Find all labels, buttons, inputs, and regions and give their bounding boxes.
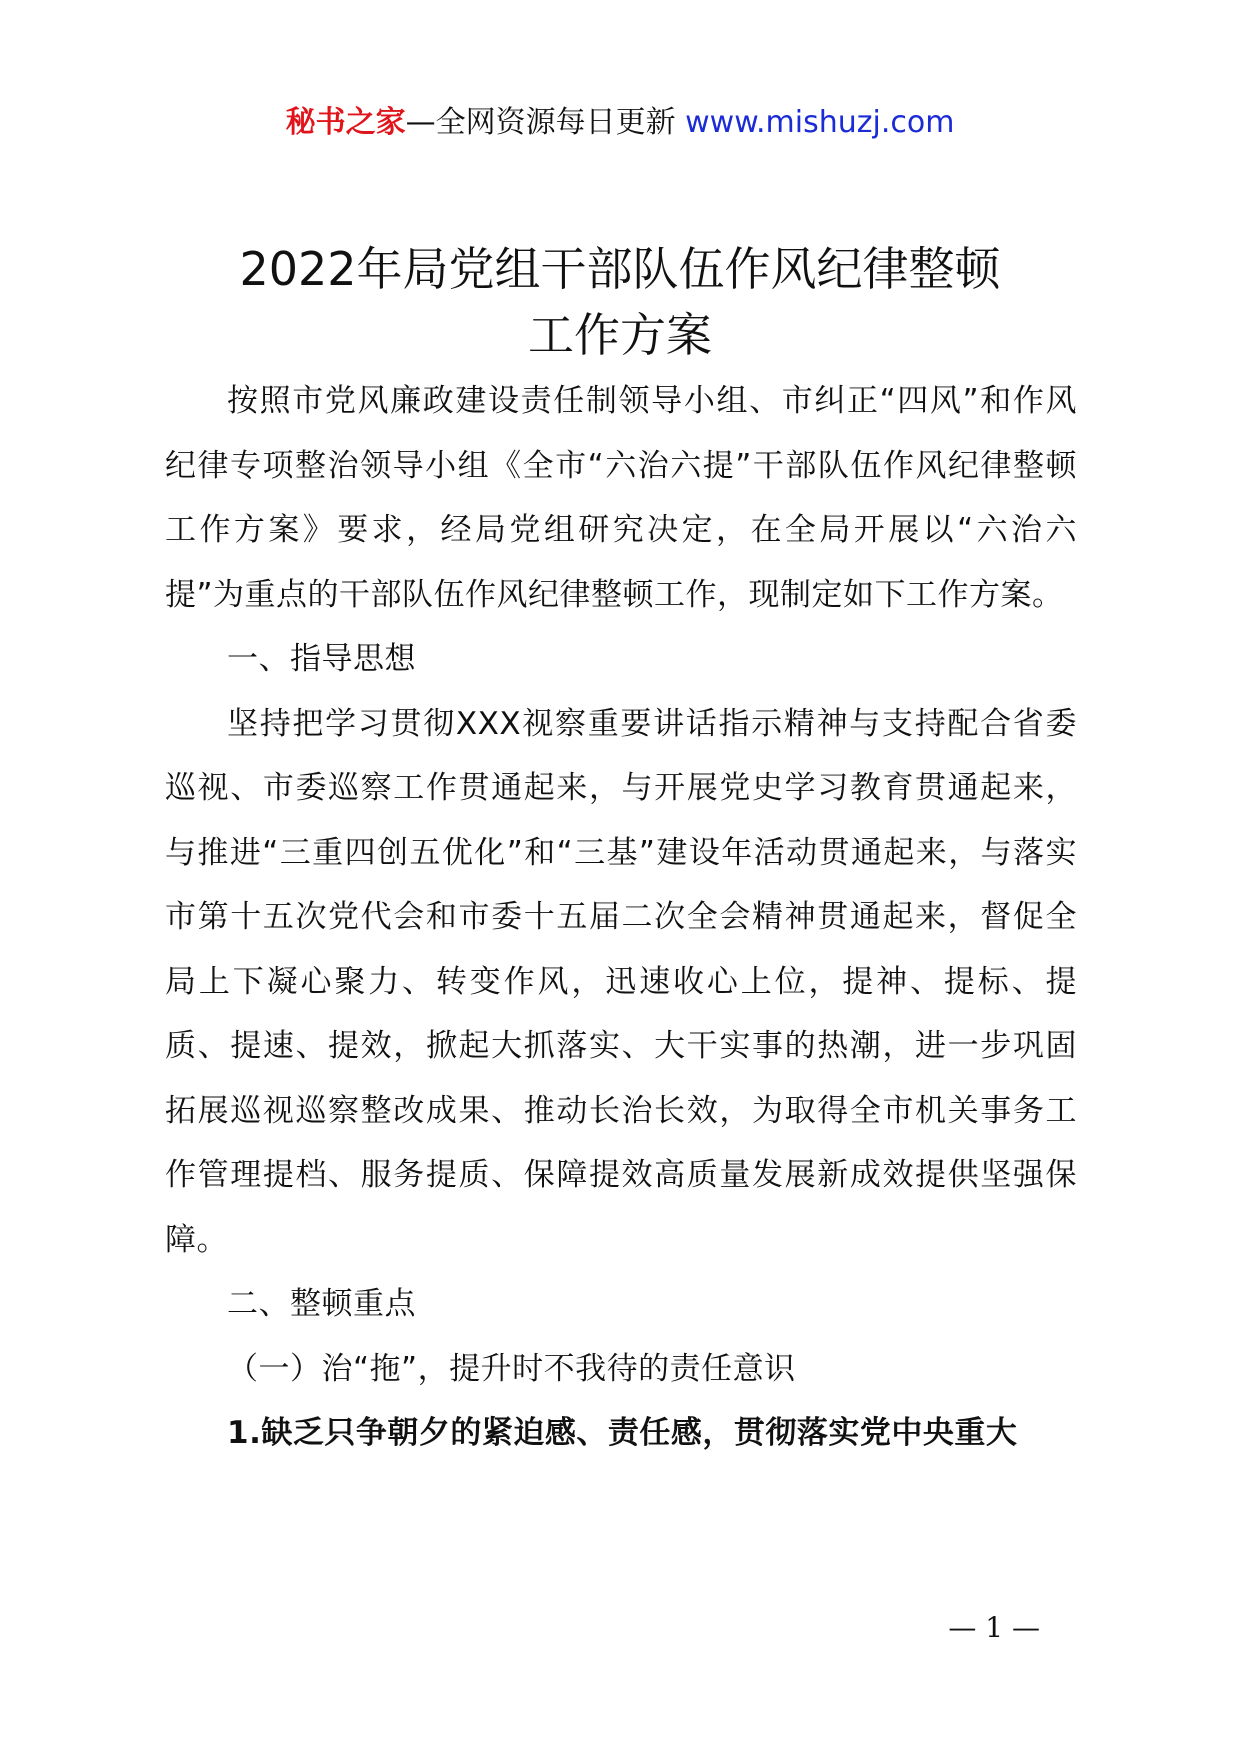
section2-heading: 二、整顿重点 bbox=[227, 1286, 416, 1322]
subsection1-heading: （一）治“拖”，提升时不我待的责任意识 bbox=[227, 1350, 796, 1387]
intro-paragraph: 按照市党风廉政建设责任制领导小组、市纠正“四风”和作风纪律专项整治领导小组《全市“六治六提”干部队伍作风纪律整顿工作方案》要求，经局党组研究决定，在全局开展以“六治六提”为重点的干部队伍作风纪律整顿工作，现制定如下工作方案。 bbox=[165, 383, 1077, 613]
item1-paragraph: 1.缺乏只争朝夕的紧迫感、责任感，贯彻落实党中央重大 bbox=[227, 1415, 1018, 1451]
site-brand: 秘书之家 bbox=[285, 105, 406, 140]
document-body bbox=[165, 369, 1077, 1466]
section1-paragraph: 坚持把学习贯彻XXX视察重要讲话指示精神与支持配合省委巡视、市委巡察工作贯通起来，与开展党史学习教育贯通起来，与推进“三重四创五优化”和“三基”建设年活动贯通起来，与落实市第十五次党代会和市委十五届二次全会精神贯通起来，督促全局上下凝心聚力、转变作风，迅速收心上位，提神、提标、提质、提速、提效，掀起大抓落实、大干实事的热潮，进一步巩固拓展巡视巡察整改成果、推动长治长效，为取得全市机关事务工作管理提档、服务提质、保障提效高质量发展新成效提供坚强保障。 bbox=[165, 705, 1077, 1258]
site-url-link[interactable]: www.mishuzj.com bbox=[685, 105, 955, 140]
site-tagline: —全网资源每日更新 bbox=[405, 105, 686, 140]
page-number: — 1 — bbox=[948, 1611, 1040, 1644]
document-title-line2: 工作方案 bbox=[528, 308, 712, 362]
document-title-line1: 2022年局党组干部队伍作风纪律整顿 bbox=[239, 242, 1001, 296]
document-title bbox=[0, 236, 1240, 368]
site-header bbox=[0, 100, 1240, 146]
section1-heading: 一、指导思想 bbox=[227, 641, 416, 677]
